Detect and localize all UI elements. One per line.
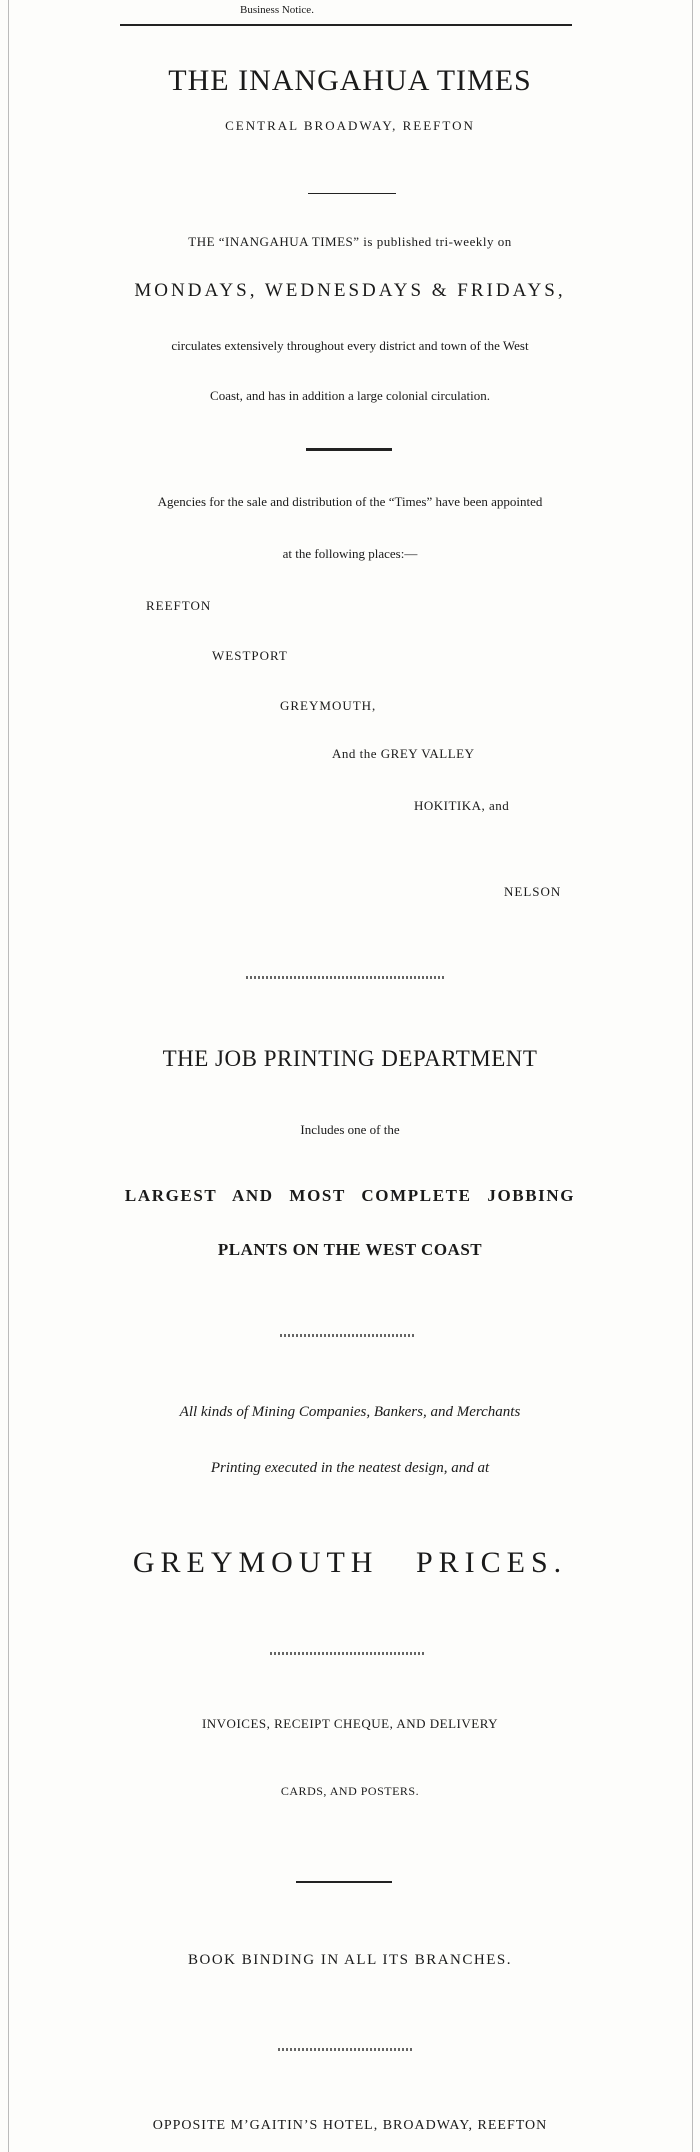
page-edge-left xyxy=(8,0,9,2152)
products-line-1: INVOICES, RECEIPT CHEQUE, AND DELIVERY xyxy=(201,1716,499,1731)
job-includes: Includes one of the xyxy=(300,1122,400,1137)
divider-wavy-3 xyxy=(270,1652,426,1655)
job-largest: LARGEST AND MOST COMPLETE JOBBING xyxy=(124,1186,576,1205)
business-notice-heading: Business Notice. xyxy=(240,4,314,16)
job-printing-line: Printing executed in the neatest design, and at xyxy=(210,1460,490,1476)
job-plants: PLANTS ON THE WEST COAST xyxy=(217,1240,483,1259)
publication-days: MONDAYS, WEDNESDAYS & FRIDAYS, xyxy=(134,280,566,301)
footer-address: OPPOSITE M’GAITIN’S HOTEL, BROADWAY, REEFTON xyxy=(152,2118,548,2133)
masthead-address: CENTRAL BROADWAY, REEFTON xyxy=(225,118,475,133)
masthead-title: THE INANGAHUA TIMES xyxy=(168,64,532,97)
publication-line: THE “INANGAHUA TIMES” is published tri-weekly on xyxy=(188,234,512,249)
divider-thick-1 xyxy=(306,448,392,451)
place-reefton: REEFTON xyxy=(146,598,212,613)
place-grey-valley: And the GREY VALLEY xyxy=(332,746,475,761)
job-printing-title: THE JOB PRINTING DEPARTMENT xyxy=(162,1046,538,1071)
place-nelson: NELSON xyxy=(504,884,562,899)
divider-wavy-4 xyxy=(278,2048,412,2051)
agencies-line-2: at the following places:— xyxy=(282,546,418,561)
greymouth-prices: GREYMOUTH PRICES. xyxy=(132,1546,568,1579)
circulation-line-2: Coast, and has in addition a large colonial circulation. xyxy=(210,388,490,403)
circulation-line-1: circulates extensively throughout every district and town of the West xyxy=(171,338,529,353)
place-hokitika: HOKITIKA, and xyxy=(414,798,510,813)
top-rule xyxy=(120,24,572,26)
products-line-2: CARDS, AND POSTERS. xyxy=(280,1784,420,1798)
agencies-line-1: Agencies for the sale and distribution of the “Times” have been appointed xyxy=(157,494,543,509)
page-edge-right xyxy=(692,0,693,2152)
divider-wavy-1 xyxy=(246,976,444,979)
divider-small-2 xyxy=(296,1881,392,1883)
divider-wavy-2 xyxy=(280,1334,414,1337)
place-greymouth: GREYMOUTH, xyxy=(280,698,377,713)
divider-small-1 xyxy=(308,193,396,194)
job-kinds: All kinds of Mining Companies, Bankers, and Merchants xyxy=(179,1404,521,1420)
place-westport: WESTPORT xyxy=(212,648,288,663)
book-binding: BOOK BINDING IN ALL ITS BRANCHES. xyxy=(188,1952,512,1968)
